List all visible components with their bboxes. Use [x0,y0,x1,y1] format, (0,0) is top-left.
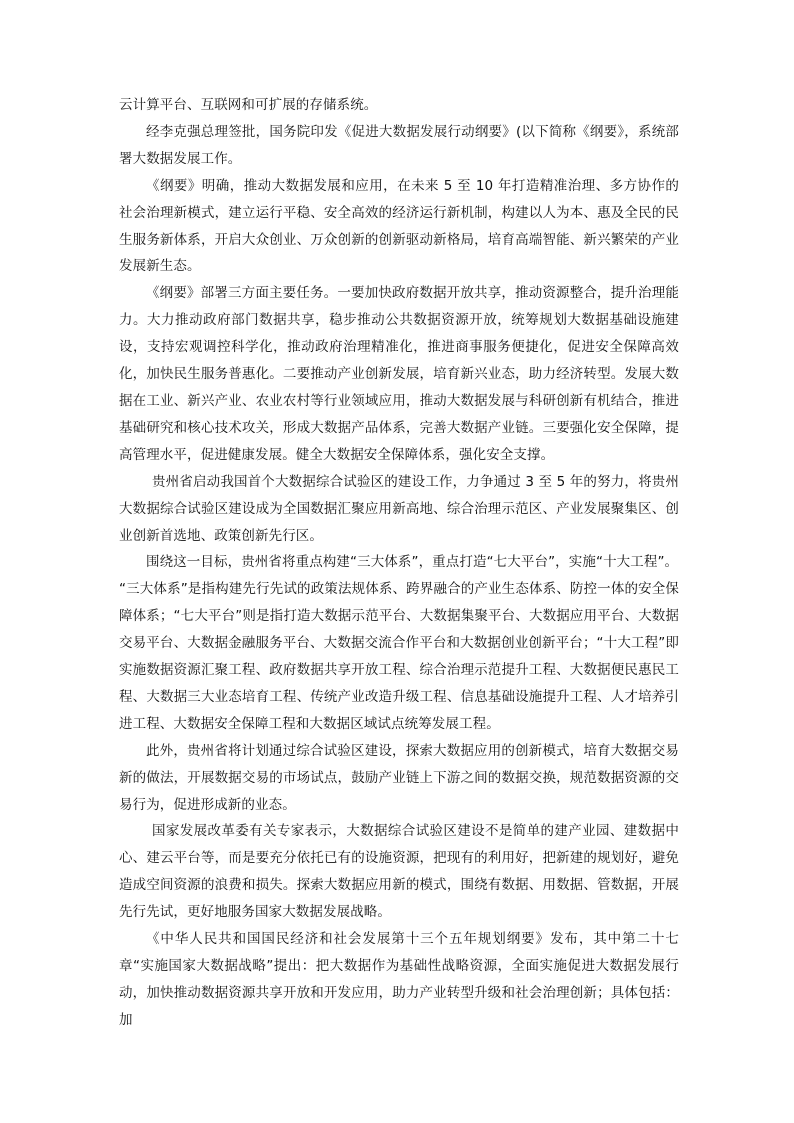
paragraph-9: 国家发展改革委有关专家表示，大数据综合试验区建设不是简单的建产业园、建数据中心、建云平台等，而是要充分依托已有的设施资源，把现有的利用好，把新建的规划好，避免造成空间资源的浪费和损失。探索大数据应用新的模式，围绕有数据、用数据、管数据，开展先行先试，更好地服务国家大数据发展战略。 [119,823,679,921]
paragraph-4: 《纲要》部署三方面主要任务。一要加快政府数据开放共享，推动资源整合，提升治理能力。大力推动政府部门数据共享，稳步推动公共数据资源开放，统筹规划大数据基础设施建设，支持宏观调控科学化，推动政府治理精准化，推进商事服务便捷化，促进安全保障高效化，加快民生服务普惠化。二要推动产业创新发展，培育新兴业态，助力经济转型。发展大数据在工业、新兴产业、农业农村等行业领域应用，推动大数据发展与科研创新有机结合，推进基础研究和核心技术攻关，形成大数据产品体系，完善大数据产业链。三要强化安全保障，提高管理水平，促进健康发展。健全大数据安全保障体系，强化安全支撑。 [119,285,679,463]
paragraph-5: 贵州省启动我国首个大数据综合试验区的建设工作，力争通过 3 至 5 年的努力，将贵州大数据综合试验区建设成为全国数据汇聚应用新高地、综合治理示范区、产业发展聚集区、创业创新首选地、政策创新先行区。 [119,473,679,544]
paragraph-2: 经李克强总理签批，国务院印发《促进大数据发展行动纲要》(以下简称《纲要》，系统部署大数据发展工作。 [119,123,679,167]
paragraph-10: 《中华人民共和国国民经济和社会发展第十三个五年规划纲要》发布，其中第二十七章“实施国家大数据战略”提出：把大数据作为基础性战略资源，全面实施促进大数据发展行动，加快推动数据资源共享开放和开发应用，助力产业转型升级和社会治理创新；具体包括：加 [119,931,679,1028]
paragraph-8: 此外，贵州省将计划通过综合试验区建设，探索大数据应用的创新模式，培育大数据交易新的做法，开展数据交易的市场试点，鼓励产业链上下游之间的数据交换，规范数据资源的交易行为，促进形成新的业态。 [119,742,679,813]
paragraph-1: 云计算平台、互联网和可扩展的存储系统。 [119,97,378,113]
document-body [119,92,679,1034]
paragraph-3: 《纲要》明确，推动大数据发展和应用，在未来 5 至 10 年打造精准治理、多方协作的社会治理新模式，建立运行平稳、安全高效的经济运行新机制，构建以人为本、惠及全民的民生服务新体系，开启大众创业、万众创新的创新驱动新格局，培育高端智能、新兴繁荣的产业发展新生态。 [119,177,679,275]
paragraph-7: “三大体系”是指构建先行先试的政策法规体系、跨界融合的产业生态体系、防控一体的安全保障体系；“七大平台”则是指打造大数据示范平台、大数据集聚平台、大数据应用平台、大数据交易平台、大数据金融服务平台、大数据交流合作平台和大数据创业创新平台；“十大工程”即实施数据资源汇聚工程、政府数据共享开放工程、综合治理示范提升工程、大数据便民惠民工程、大数据三大业态培育工程、传统产业改造升级工程、信息基础设施提升工程、人才培养引进工程、大数据安全保障工程和大数据区域试点统筹发展工程。 [119,581,679,732]
paragraph-6: 围绕这一目标，贵州省将重点构建“三大体系”，重点打造“七大平台”，实施“十大工程”。 [146,554,679,571]
